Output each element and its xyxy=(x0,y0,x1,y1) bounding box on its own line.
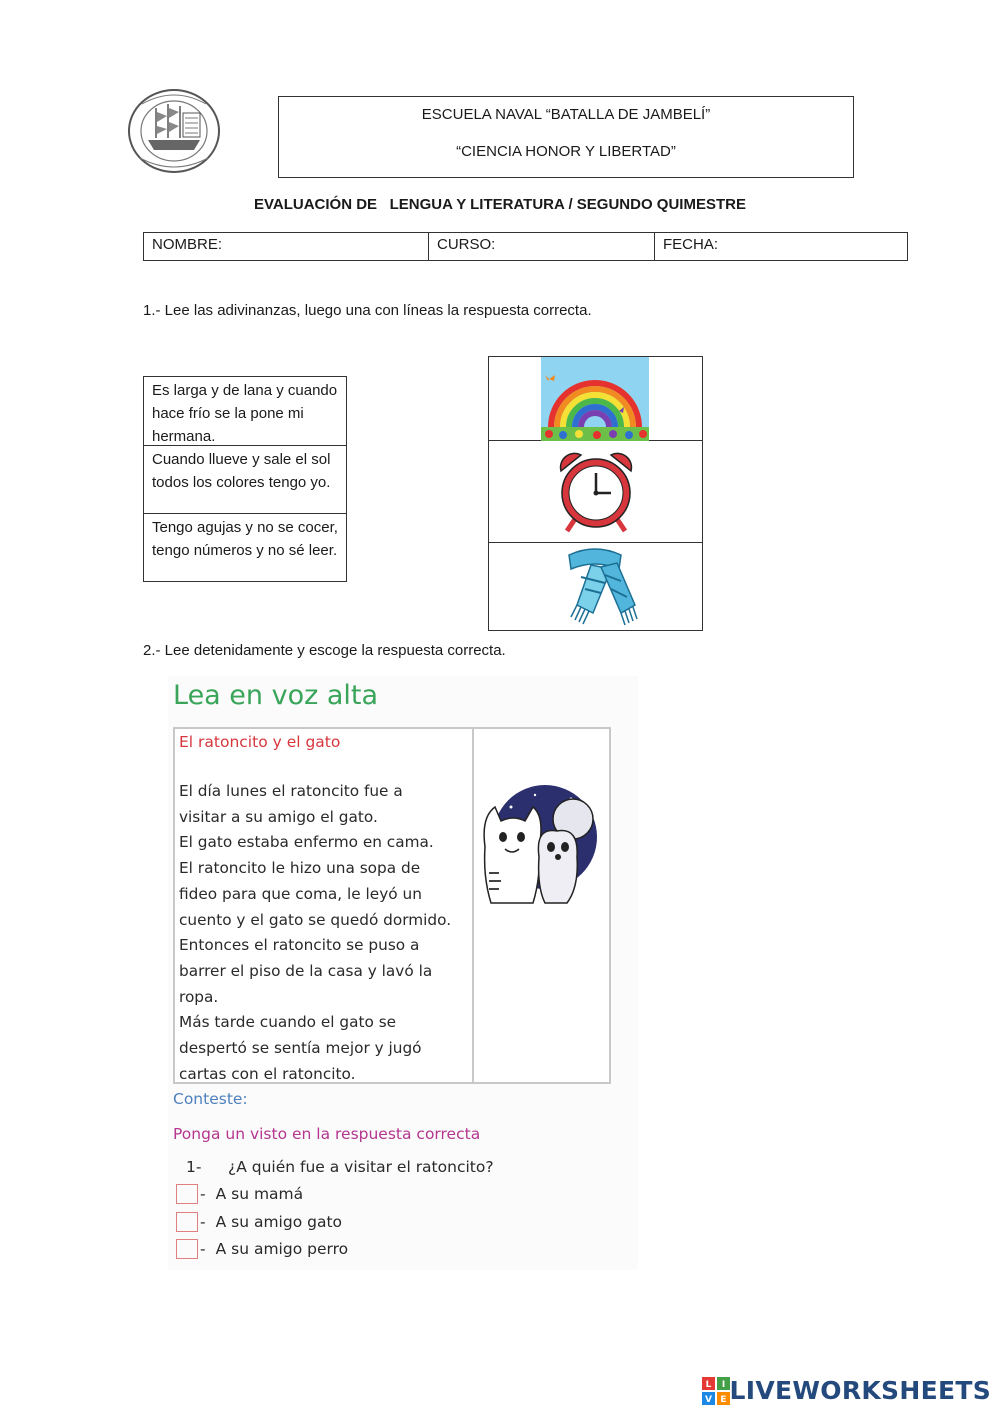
story-line: El día lunes el ratoncito fue a xyxy=(179,782,403,800)
svg-text:I: I xyxy=(721,1379,725,1390)
school-motto: “CIENCIA HONOR Y LIBERTAD” xyxy=(456,143,676,160)
svg-text:V: V xyxy=(704,1394,712,1405)
svg-text:L: L xyxy=(705,1379,711,1390)
option-dash: - xyxy=(200,1185,206,1203)
story-line: El ratoncito le hizo una sopa de xyxy=(179,859,421,878)
logo-badge-icon xyxy=(702,1377,730,1405)
story-line: barrer el piso de la casa y lavó la xyxy=(179,961,433,980)
story-title: El ratoncito y el gato xyxy=(179,733,341,751)
story-line: cuento y el gato se quedó dormido. xyxy=(179,910,452,929)
story-text xyxy=(179,779,471,1087)
alarm-clock-image[interactable] xyxy=(555,449,637,533)
school-seal xyxy=(126,88,222,174)
instruction-text: Ponga un visto en la respuesta correcta xyxy=(173,1125,481,1143)
story-line: Más tarde cuando el gato se xyxy=(179,1013,397,1032)
option-1-label: A su mamá xyxy=(215,1185,304,1203)
svg-text:E: E xyxy=(719,1394,727,1405)
sub-question xyxy=(186,1158,494,1176)
question-2-prompt: 2.- Lee detenidamente y escoge la respuesta correcta. xyxy=(143,642,506,659)
school-name: ESCUELA NAVAL “BATALLA DE JAMBELÍ” xyxy=(421,106,711,123)
story-line: Entonces el ratoncito se puso a xyxy=(179,936,420,955)
option-3-checkbox[interactable] xyxy=(176,1239,198,1259)
story-line: El gato estaba enfermo en cama. xyxy=(179,833,434,852)
story-line: fideo para que coma, le leyó un xyxy=(179,884,422,903)
date-field[interactable] xyxy=(655,233,907,260)
name-label: NOMBRE: xyxy=(152,236,223,253)
date-label: FECHA: xyxy=(663,236,719,253)
contest-label: Conteste: xyxy=(173,1090,248,1108)
story-divider xyxy=(472,729,474,1082)
sub-question-text: ¿A quién fue a visitar el ratoncito? xyxy=(228,1158,494,1176)
name-field[interactable] xyxy=(144,233,429,260)
riddle-2[interactable]: Cuando llueve y sale el sol todos los colores tengo yo. xyxy=(144,445,346,513)
riddles-table xyxy=(143,376,347,582)
story-table xyxy=(173,727,611,1084)
riddle-1[interactable]: Es larga y de lana y cuando hace frío se la pone mi hermana. xyxy=(152,382,338,445)
student-info-row xyxy=(143,232,908,261)
header-box xyxy=(278,96,854,178)
liveworksheets-logo xyxy=(702,1376,991,1405)
story-line: visitar a su amigo el gato. xyxy=(179,807,378,826)
option-1 xyxy=(176,1184,303,1204)
sub-question-number: 1- xyxy=(186,1158,202,1176)
option-2-label: A su amigo gato xyxy=(215,1213,343,1231)
option-3-label: A su amigo perro xyxy=(215,1240,349,1258)
riddle-3[interactable]: Tengo agujas y no se cocer, tengo números y no sé leer. xyxy=(144,513,346,581)
answers-table xyxy=(488,356,703,631)
reading-panel xyxy=(168,676,638,1270)
option-2-checkbox[interactable] xyxy=(176,1212,198,1232)
option-1-checkbox[interactable] xyxy=(176,1184,198,1204)
option-dash: - xyxy=(200,1213,206,1231)
story-line: despertó se sentía mejor y jugó xyxy=(179,1039,422,1058)
logo-text: LIVEWORKSHEETS xyxy=(729,1376,991,1405)
course-label: CURSO: xyxy=(437,236,496,253)
story-line: ropa. xyxy=(179,987,219,1006)
story-line: cartas con el ratoncito. xyxy=(179,1064,356,1083)
panel-title: Lea en voz alta xyxy=(173,680,379,711)
option-2 xyxy=(176,1212,342,1232)
option-dash: - xyxy=(200,1240,206,1258)
course-field[interactable] xyxy=(429,233,655,260)
option-3 xyxy=(176,1239,348,1259)
rainbow-image[interactable] xyxy=(541,357,649,441)
exam-title: EVALUACIÓN DE LENGUA Y LITERATURA / SEGUNDO QUIMESTRE xyxy=(254,196,746,213)
cat-and-mouse-image xyxy=(475,777,609,911)
question-1-prompt: 1.- Lee las adivinanzas, luego una con líneas la respuesta correcta. xyxy=(143,302,592,319)
scarf-image[interactable] xyxy=(541,543,649,628)
